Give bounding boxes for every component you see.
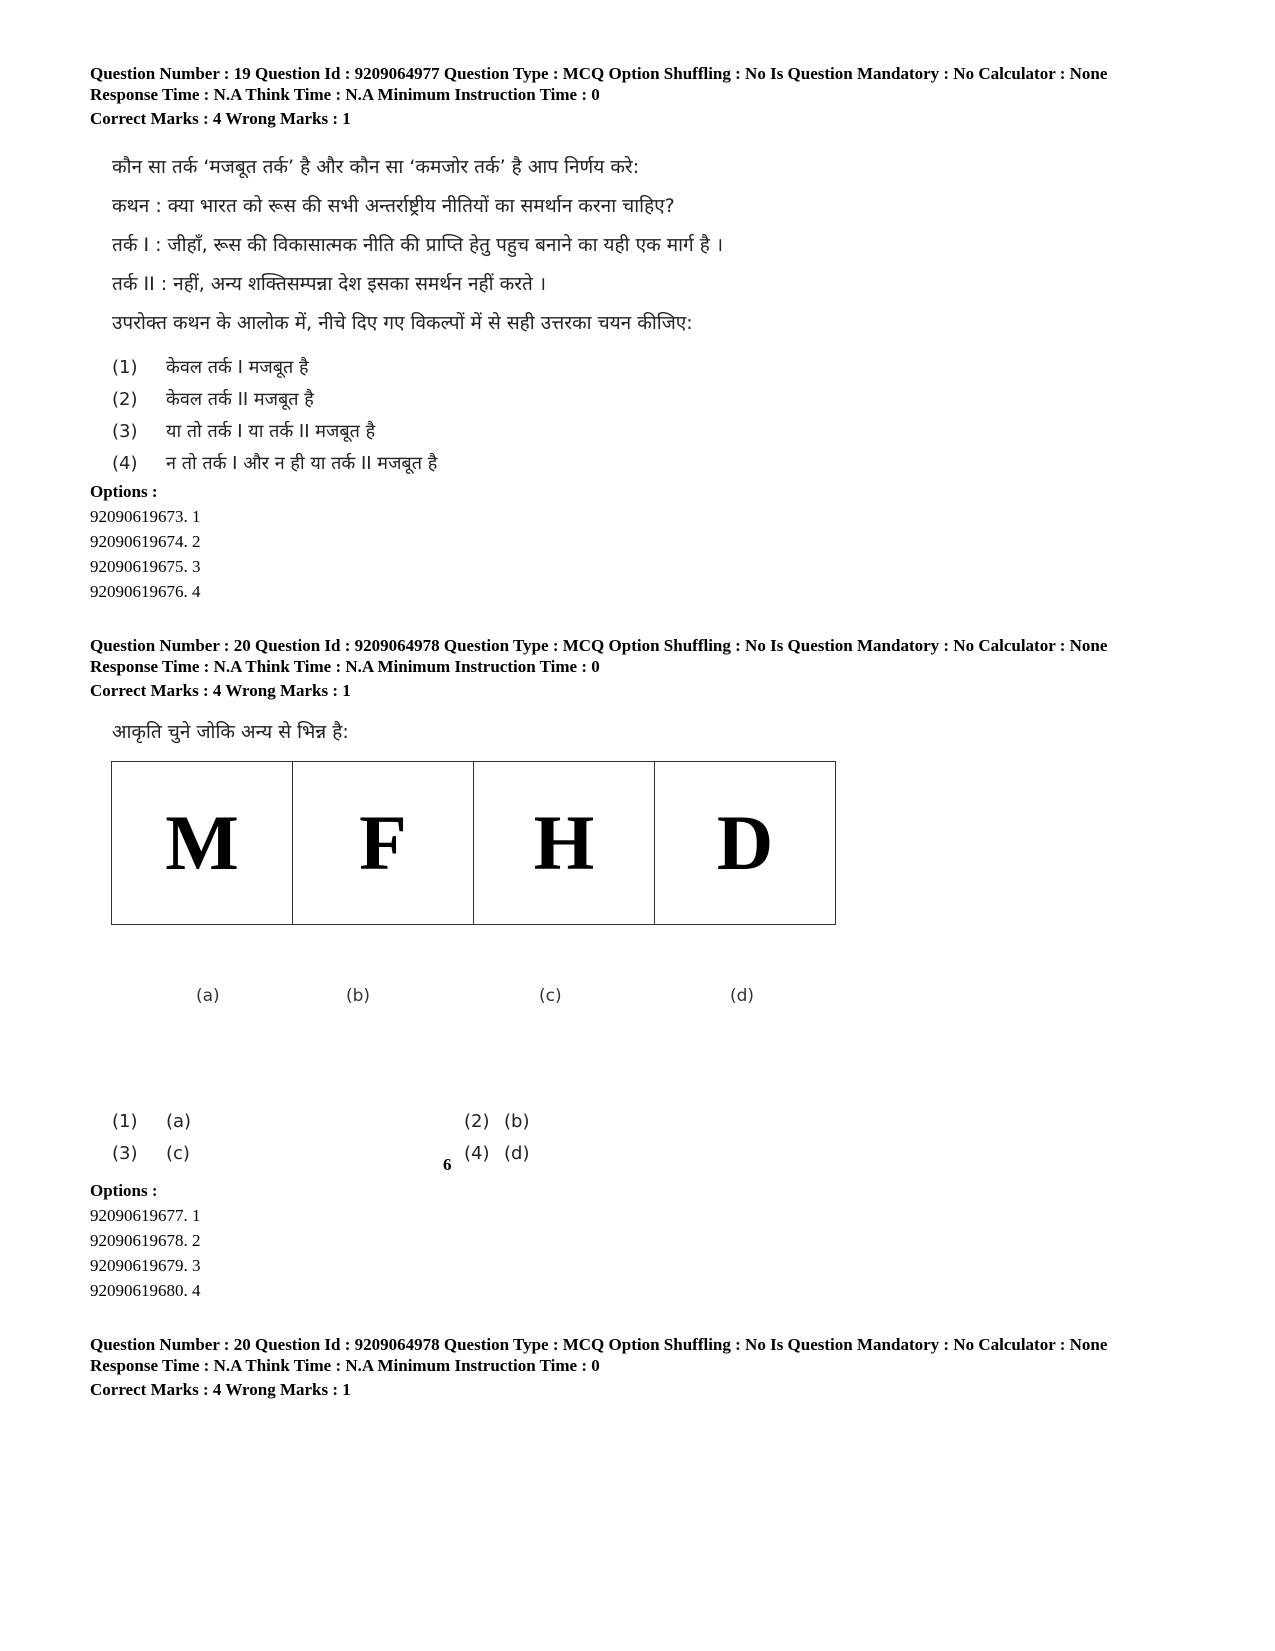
option-item: 92090619675. 3 <box>90 557 201 576</box>
q20-choice: (1) (a) <box>112 1111 192 1132</box>
q20-repeat-meta-line: Response Time : N.A Think Time : N.A Minimum Instruction Time : 0 <box>90 1356 600 1375</box>
q19-meta <box>90 63 1107 129</box>
options-label: Options : <box>90 1181 158 1200</box>
q20-choice: (2) (b) <box>464 1111 530 1132</box>
figure-cell: H <box>474 762 655 924</box>
q19-stem-line: तर्क II : नहीं, अन्य शक्तिसम्पन्ना देश इसका समर्थन नहीं करते । <box>112 273 547 295</box>
q19-meta-line: Response Time : N.A Think Time : N.A Minimum Instruction Time : 0 <box>90 85 600 104</box>
q20-repeat-meta-line: Question Number : 20 Question Id : 9209064978 Question Type : MCQ Option Shuffling : No Is Question Mandatory : No Calculator : None <box>90 1335 1108 1354</box>
option-item: 92090619678. 2 <box>90 1231 201 1250</box>
q20-repeat-meta-line: Correct Marks : 4 Wrong Marks : 1 <box>90 1380 351 1399</box>
q19-meta-line: Question Number : 19 Question Id : 9209064977 Question Type : MCQ Option Shuffling : No Is Question Mandatory : No Calculator : None <box>90 64 1108 83</box>
option-item: 92090619677. 1 <box>90 1206 201 1225</box>
option-item: 92090619674. 2 <box>90 532 201 551</box>
option-item: 92090619676. 4 <box>90 582 201 601</box>
q20-choice: (3) (c) <box>112 1143 190 1164</box>
q20-repeat-meta <box>90 1334 1107 1400</box>
q20-options <box>90 1178 201 1303</box>
q19-stem-line: कौन सा तर्क ‘मजबूत तर्क’ है और कौन सा ‘कमजोर तर्क’ है आप निर्णय करे: <box>112 156 640 178</box>
q19-stem-line: उपरोक्त कथन के आलोक में, नीचे दिए गए विकल्पों में से सही उत्तरका चयन कीजिए: <box>112 312 693 334</box>
q19-choice: (1) केवल तर्क I मजबूत है <box>112 357 309 378</box>
q20-choice: (4) (d) <box>464 1143 530 1164</box>
figure-caption: (d) <box>730 986 755 1006</box>
page-number: 6 <box>443 1155 452 1174</box>
q19-meta-line: Correct Marks : 4 Wrong Marks : 1 <box>90 109 351 128</box>
figure-cell: M <box>112 762 293 924</box>
q20-meta-line: Question Number : 20 Question Id : 9209064978 Question Type : MCQ Option Shuffling : No Is Question Mandatory : No Calculator : None <box>90 636 1108 655</box>
figure-cell: D <box>716 799 774 886</box>
q19-choice: (4) न तो तर्क I और न ही या तर्क II मजबूत है <box>112 453 438 474</box>
q20-meta <box>90 635 1107 701</box>
q20-meta-line: Correct Marks : 4 Wrong Marks : 1 <box>90 681 351 700</box>
figure-caption: (a) <box>196 986 220 1006</box>
q19-stem-line: कथन : क्या भारत को रूस की सभी अन्तर्राष्ट्रीय नीतियों का समर्थान करना चाहिए? <box>112 195 675 217</box>
q19-options <box>90 479 201 604</box>
q20-figure-row <box>111 761 836 925</box>
q19-stem <box>112 148 723 343</box>
q19-choice: (2) केवल तर्क II मजबूत है <box>112 389 314 410</box>
q20-meta-line: Response Time : N.A Think Time : N.A Minimum Instruction Time : 0 <box>90 657 600 676</box>
q20-stem <box>112 713 349 752</box>
figure-caption: (b) <box>346 986 371 1006</box>
q19-choice: (3) या तो तर्क I या तर्क II मजबूत है <box>112 421 376 442</box>
option-item: 92090619679. 3 <box>90 1256 201 1275</box>
q19-stem-line: तर्क I : जीहाँ, रूस की विकासात्मक नीति की प्राप्ति हेतु पहुच बनाने का यही एक मार्ग है । <box>112 234 724 256</box>
figure-cell: F <box>293 762 474 924</box>
figure-caption: (c) <box>539 986 562 1006</box>
q20-stem-line: आकृति चुने जोकि अन्य से भिन्न है: <box>112 721 349 743</box>
options-label: Options : <box>90 482 158 501</box>
option-item: 92090619673. 1 <box>90 507 201 526</box>
option-item: 92090619680. 4 <box>90 1281 201 1300</box>
